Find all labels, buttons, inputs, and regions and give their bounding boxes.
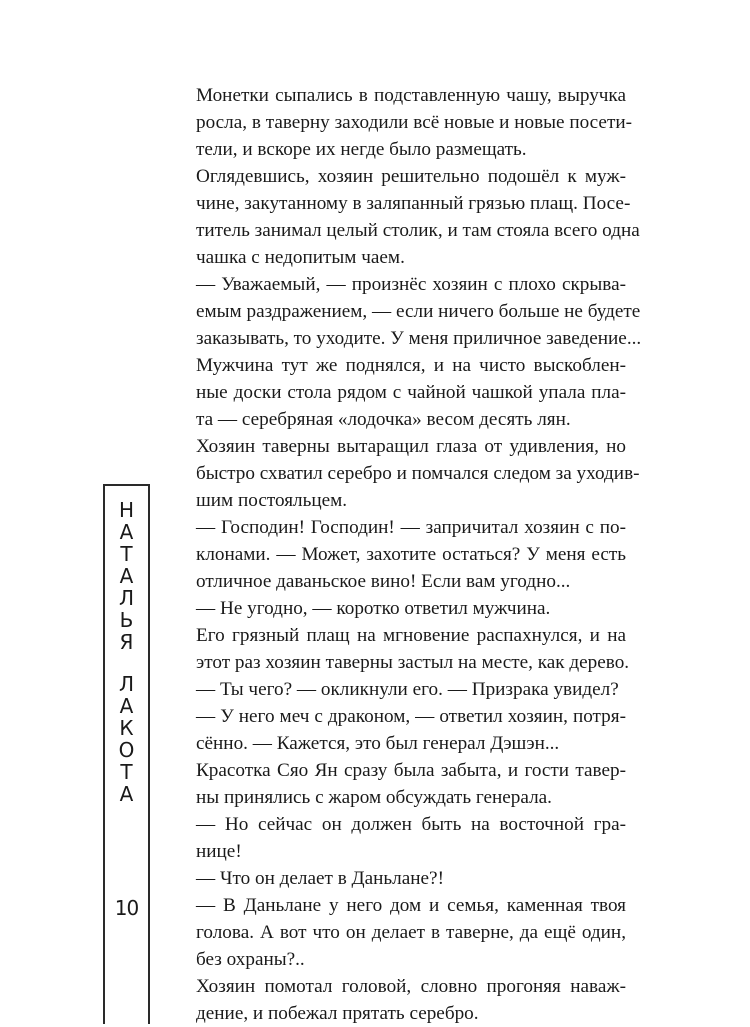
text-line: нице! bbox=[196, 841, 242, 862]
text-line: ны принялись с жаром обсуждать генерала. bbox=[196, 787, 552, 808]
paragraph bbox=[172, 757, 626, 811]
text-line: — Уважаемый, — произнёс хозяин с плохо скрыва- bbox=[196, 274, 626, 295]
author-last-name-letter: Т bbox=[120, 760, 133, 784]
text-line: Красотка Сяо Ян сразу была забыта, и гости тавер- bbox=[196, 760, 626, 781]
paragraph bbox=[172, 973, 626, 1027]
text-line: без охраны?.. bbox=[196, 949, 305, 970]
paragraph bbox=[172, 271, 642, 352]
text-line: — В Даньлане у него дом и семья, каменная твоя bbox=[196, 895, 626, 916]
author-first-name-letter: А bbox=[119, 520, 134, 544]
paragraph bbox=[172, 703, 626, 757]
text-line: — Но сейчас он должен быть на восточной гра- bbox=[196, 814, 626, 835]
text-line: та — серебряная «лодочка» весом десять лян. bbox=[196, 409, 571, 430]
text-line: Его грязный плащ на мгновение распахнулся, и на bbox=[196, 625, 626, 646]
text-line: — Не угодно, — коротко ответил мужчина. bbox=[196, 598, 551, 619]
paragraph bbox=[172, 352, 626, 433]
text-line: Оглядевшись, хозяин решительно подошёл к муж- bbox=[196, 166, 626, 187]
text-line: Хозяин таверны вытаращил глаза от удивления, но bbox=[196, 436, 626, 457]
text-line: — Ты чего? — окликнули его. — Призрака увидел? bbox=[196, 679, 619, 700]
paragraph bbox=[172, 163, 640, 271]
paragraph bbox=[172, 514, 626, 595]
text-line: тели, и вскоре их негде было размещать. bbox=[196, 139, 527, 160]
text-line: клонами. — Может, захотите остаться? У меня есть bbox=[196, 544, 626, 565]
text-line: голова. А вот что он делает в таверне, да ещё один, bbox=[196, 922, 626, 943]
text-line: отличное даваньское вино! Если вам угодно... bbox=[196, 571, 571, 592]
text-line: чашка с недопитым чаем. bbox=[196, 247, 405, 268]
text-line: чине, закутанному в заляпанный грязью плащ. Посе- bbox=[196, 193, 631, 214]
author-first-name-letter: Ь bbox=[119, 608, 134, 632]
author-first-name-letter: Я bbox=[119, 630, 134, 654]
author-side-tab bbox=[103, 484, 150, 1024]
text-line: этот раз хозяин таверны застыл на месте, как дерево. bbox=[196, 652, 630, 673]
text-line: шим постояльцем. bbox=[196, 490, 348, 511]
text-line: — Что он делает в Даньлане?! bbox=[196, 868, 444, 889]
text-line: — Господин! Господин! — запричитал хозяин с по- bbox=[196, 517, 626, 538]
author-first-name-letter: Л bbox=[118, 586, 135, 610]
text-line: дение, и побежал прятать серебро. bbox=[196, 1003, 479, 1024]
author-last-name-letter: А bbox=[119, 782, 134, 806]
text-line: емым раздражением, — если ничего больше не будете bbox=[196, 301, 641, 322]
paragraph bbox=[172, 595, 626, 622]
text-line: титель занимал целый столик, и там стояла всего одна bbox=[196, 220, 640, 241]
author-first-name-letter: А bbox=[119, 564, 134, 588]
text-line: ные доски стола рядом с чайной чашкой упала пла- bbox=[196, 382, 626, 403]
text-line: Монетки сыпались в подставленную чашу, выручка bbox=[196, 85, 626, 106]
text-line: сённо. — Кажется, это был генерал Дэшэн... bbox=[196, 733, 560, 754]
paragraph bbox=[172, 622, 630, 676]
author-last-name-letter: Л bbox=[118, 672, 135, 696]
paragraph bbox=[172, 433, 640, 514]
text-line: росла, в таверну заходили всё новые и новые посети- bbox=[196, 112, 632, 133]
text-line: заказывать, то уходите. У меня приличное заведение... bbox=[196, 328, 642, 349]
paragraph bbox=[172, 811, 626, 865]
author-name bbox=[105, 499, 148, 805]
paragraph bbox=[172, 892, 626, 973]
author-last-name-letter: К bbox=[119, 716, 134, 740]
paragraph bbox=[172, 865, 626, 892]
text-line: Мужчина тут же поднялся, и на чисто выскоблен- bbox=[196, 355, 626, 376]
author-last-name-letter: О bbox=[118, 738, 135, 762]
paragraph bbox=[172, 676, 626, 703]
text-line: быстро схватил серебро и помчался следом за уходив- bbox=[196, 463, 640, 484]
page-number: 10 bbox=[114, 896, 139, 920]
author-last-name-letter: А bbox=[119, 694, 134, 718]
paragraph bbox=[172, 82, 632, 163]
author-first-name-letter: Т bbox=[120, 542, 133, 566]
author-first-name-letter: Н bbox=[118, 498, 135, 522]
body-text bbox=[172, 82, 642, 1027]
text-line: — У него меч с драконом, — ответил хозяин, потря- bbox=[196, 706, 626, 727]
text-line: Хозяин помотал головой, словно прогоняя наваж- bbox=[196, 976, 626, 997]
